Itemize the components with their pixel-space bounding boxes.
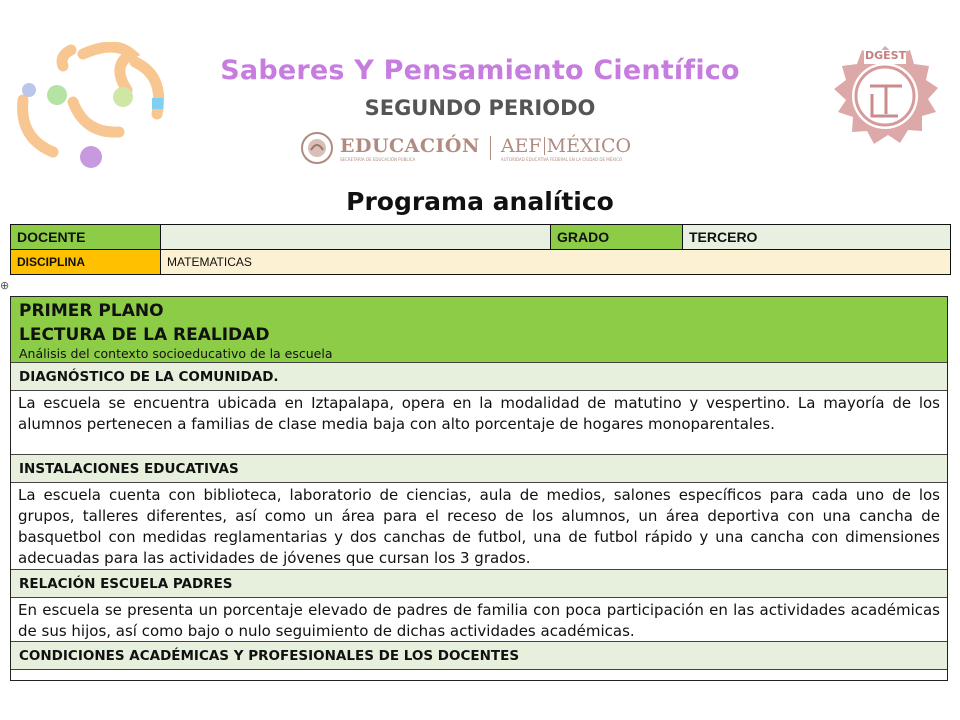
section-heading-diagnostico: DIAGNÓSTICO DE LA COMUNIDAD.: [11, 363, 947, 391]
analysis-table: [10, 296, 948, 681]
disciplina-value[interactable]: MATEMATICAS: [161, 250, 951, 275]
mexico-logo-text: MÉXICO: [546, 134, 632, 157]
document-title: Programa analítico: [346, 187, 614, 216]
institution-logos: [300, 130, 660, 166]
table-move-handle-icon[interactable]: ⊕: [0, 279, 10, 292]
plano-description: Análisis del contexto socioeducativo de la escuela: [19, 346, 333, 361]
section-text-instalaciones[interactable]: La escuela cuenta con biblioteca, laboratorio de ciencias, aula de medios, salones específicos para cada uno de los grupos, talleres diferentes, así como un área para el receso de los alumnos, un área deportiva con una cancha de basquetbol con medidas reglamentarias y dos canchas de futbol, una de futbol rápido y una cancha con dimensiones adecuadas para las actividades de jóvenes que cursan los 3 grados.: [11, 483, 947, 570]
plano-header: [11, 297, 947, 363]
section-heading-condiciones: CONDICIONES ACADÉMICAS Y PROFESIONALES DE LOS DOCENTES: [11, 642, 947, 670]
plano-subtitle: LECTURA DE LA REALIDAD: [19, 325, 270, 345]
logo-divider: [490, 136, 491, 160]
mexico-seal-icon: [300, 131, 334, 165]
section-text-relacion[interactable]: En escuela se presenta un porcentaje elevado de padres de familia con poca participación en las actividades académicas de sus hijos, así como bajo o nulo seguimiento de dichas actividades académicas.: [11, 598, 947, 642]
grado-value[interactable]: TERCERO: [683, 225, 951, 250]
docente-value[interactable]: [161, 225, 551, 250]
info-row-disciplina: [11, 250, 951, 275]
section-text-condiciones[interactable]: [11, 670, 947, 680]
info-table: [10, 224, 951, 275]
dgest-label: DGEST: [865, 49, 907, 62]
aef-divider: [544, 137, 545, 155]
grado-label: GRADO: [551, 225, 683, 250]
info-row-docente: [11, 225, 951, 250]
section-heading-instalaciones: INSTALACIONES EDUCATIVAS: [11, 455, 947, 483]
section-text-diagnostico[interactable]: La escuela se encuentra ubicada en Iztapalapa, opera en la modalidad de matutino y vespertino. La mayoría de los alumnos pertenecen a familias de clase media baja con alto porcentaje de hogares monoparentales.: [11, 391, 947, 455]
disciplina-label: DISCIPLINA: [11, 250, 161, 275]
section-heading-relacion: RELACIÓN ESCUELA PADRES: [11, 570, 947, 598]
aef-logo-text: AEF: [500, 134, 542, 157]
page-title: Saberes Y Pensamiento Científico: [220, 55, 740, 86]
docente-label: DOCENTE: [11, 225, 161, 250]
period-subtitle: SEGUNDO PERIODO: [364, 96, 596, 120]
educacion-logo-subtext: SECRETARÍA DE EDUCACIÓN PÚBLICA: [340, 156, 416, 162]
plano-title: PRIMER PLANO: [19, 301, 164, 321]
aef-logo-subtext: AUTORIDAD EDUCATIVA FEDERAL EN LA CIUDAD DE MÉXICO: [500, 156, 623, 162]
educacion-logo-text: EDUCACIÓN: [340, 134, 480, 157]
